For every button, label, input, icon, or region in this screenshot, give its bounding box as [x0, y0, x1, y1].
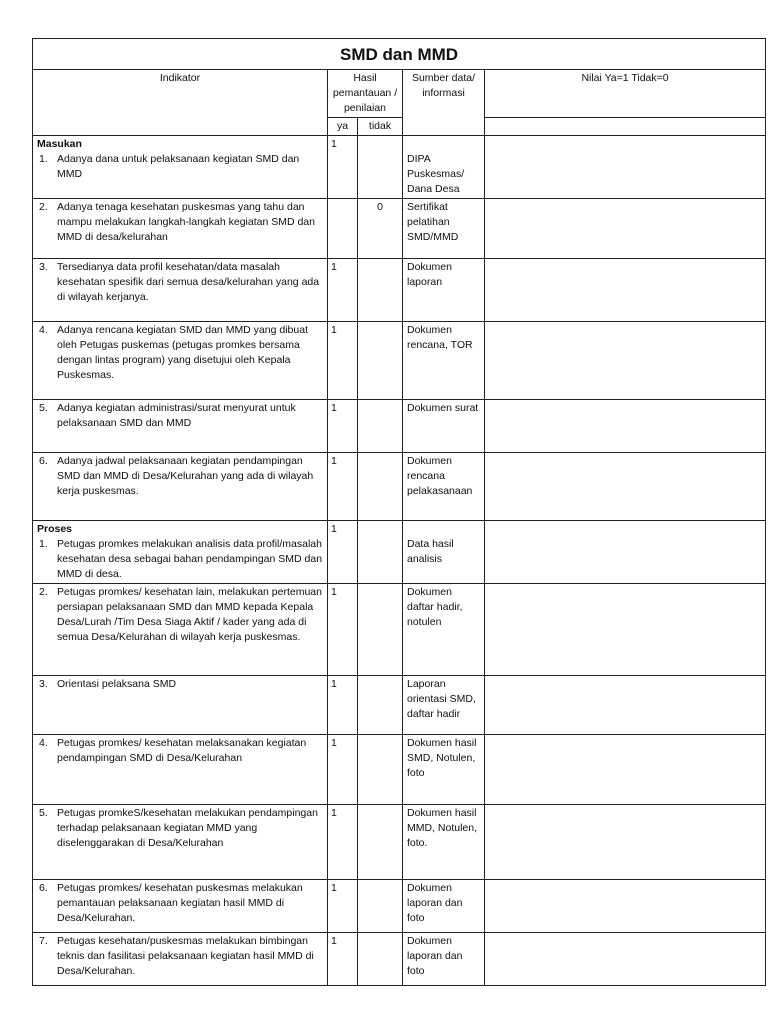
score-cell — [485, 880, 766, 933]
score-cell — [485, 676, 766, 735]
indicator-cell — [33, 805, 328, 880]
indicator-text: Tersedianya data profil kesehatan/data masalah kesehatan spesifik dari semua desa/kelurahan yang ada di wilayah kerjanya. — [57, 261, 320, 303]
indicator-text: Adanya jadwal pelaksanaan kegiatan pendampingan SMD dan MMD di Desa/Kelurahan yang ada di wilayah kerja puskesmas. — [57, 455, 314, 497]
source-text: Dokumen surat — [407, 402, 479, 414]
score-cell — [485, 259, 766, 322]
item-number: 5. — [39, 402, 48, 414]
source-text: Dokumen rencana pelakasanaan — [407, 455, 473, 497]
ya-cell: 1 — [328, 584, 358, 676]
indicator-text: Petugas promkes/ kesehatan puskesmas melakukan pemantauan pelaksanaan kegiatan hasil MMD di Desa/Kelurahan. — [57, 882, 303, 924]
table-row — [33, 805, 766, 880]
ya-cell: 1 — [328, 805, 358, 880]
tidak-cell — [358, 880, 403, 933]
indicator-text: Petugas promkeS/kesehatan melakukan pendampingan terhadap pelaksanaan kegiatan MMD yang diselenggarakan di Desa/Kelurahan — [57, 807, 318, 849]
indicator-cell — [33, 259, 328, 322]
source-text: Dokumen laporan dan foto — [407, 882, 463, 924]
source-cell — [403, 322, 485, 400]
ya-cell: 1 — [328, 400, 358, 453]
item-number: 6. — [39, 455, 48, 467]
ya-cell: 1 — [328, 453, 358, 521]
indicator-cell — [33, 199, 328, 259]
table-row — [33, 880, 766, 933]
score-cell — [485, 322, 766, 400]
table-row — [33, 400, 766, 453]
header-nilai-empty — [485, 118, 766, 136]
tidak-cell — [358, 400, 403, 453]
section-label: Proses — [37, 523, 73, 535]
assessment-table — [32, 38, 766, 986]
source-cell — [403, 676, 485, 735]
indicator-text: Adanya dana untuk pelaksanaan kegiatan SMD dan MMD — [57, 153, 300, 180]
source-text: Laporan orientasi SMD, daftar hadir — [407, 678, 476, 720]
table-row — [33, 322, 766, 400]
source-cell — [403, 259, 485, 322]
score-cell — [485, 735, 766, 805]
item-number: 3. — [39, 261, 48, 273]
ya-cell — [328, 199, 358, 259]
indicator-cell — [33, 676, 328, 735]
source-text: Dokumen rencana, TOR — [407, 324, 473, 351]
header-row — [33, 70, 766, 118]
indicator-text: Adanya kegiatan administrasi/surat menyurat untuk pelaksanaan SMD dan MMD — [57, 402, 296, 429]
item-number: 6. — [39, 882, 48, 894]
table-row — [33, 259, 766, 322]
indicator-text: Petugas promkes/ kesehatan melaksanakan kegiatan pendampingan SMD di Desa/Kelurahan — [57, 737, 307, 764]
page-title: SMD dan MMD — [33, 39, 766, 70]
tidak-cell — [358, 735, 403, 805]
table-row — [33, 453, 766, 521]
source-text: Data hasil analisis — [407, 538, 454, 565]
source-cell — [403, 584, 485, 676]
tidak-cell — [358, 453, 403, 521]
tidak-cell — [358, 805, 403, 880]
table-row — [33, 136, 766, 199]
indicator-cell — [33, 453, 328, 521]
indicator-cell — [33, 880, 328, 933]
score-cell — [485, 136, 766, 199]
ya-cell: 1 — [328, 880, 358, 933]
score-cell — [485, 521, 766, 584]
item-number: 1. — [39, 153, 48, 165]
item-number: 2. — [39, 201, 48, 213]
source-text: Dokumen hasil SMD, Notulen, foto — [407, 737, 477, 779]
ya-cell: 1 — [328, 735, 358, 805]
indicator-cell — [33, 584, 328, 676]
title-row — [33, 39, 766, 70]
indicator-text: Adanya tenaga kesehatan puskesmas yang tahu dan mampu melakukan langkah-langkah kegiatan SMD dan MMD di desa/kelurahan — [57, 201, 315, 243]
indicator-cell — [33, 322, 328, 400]
ya-cell: 1 — [328, 933, 358, 986]
tidak-cell — [358, 584, 403, 676]
tidak-cell — [358, 933, 403, 986]
score-cell — [485, 453, 766, 521]
tidak-cell: 0 — [358, 199, 403, 259]
ya-cell: 1 — [328, 136, 358, 199]
indicator-cell — [33, 400, 328, 453]
header-sumber: Sumber data/ informasi — [403, 70, 485, 136]
item-number: 1. — [39, 538, 48, 550]
table-row — [33, 521, 766, 584]
tidak-cell — [358, 136, 403, 199]
header-tidak: tidak — [358, 118, 403, 136]
ya-cell: 1 — [328, 322, 358, 400]
score-cell — [485, 933, 766, 986]
ya-cell: 1 — [328, 259, 358, 322]
source-cell — [403, 453, 485, 521]
tidak-cell — [358, 521, 403, 584]
item-number: 5. — [39, 807, 48, 819]
tidak-cell — [358, 259, 403, 322]
header-ya: ya — [328, 118, 358, 136]
item-number: 4. — [39, 324, 48, 336]
score-cell — [485, 584, 766, 676]
score-cell — [485, 805, 766, 880]
score-cell — [485, 400, 766, 453]
table-row — [33, 933, 766, 986]
table-row — [33, 735, 766, 805]
header-hasil: Hasil pemantauan / penilaian — [328, 70, 403, 118]
indicator-text: Petugas kesehatan/puskesmas melakukan bimbingan teknis dan fasilitasi pelaksanaan kegiatan hasil MMD di Desa/Kelurahan. — [57, 935, 314, 977]
source-cell — [403, 933, 485, 986]
source-text: Dokumen laporan — [407, 261, 452, 288]
score-cell — [485, 199, 766, 259]
source-cell — [403, 199, 485, 259]
indicator-cell — [33, 735, 328, 805]
table-row — [33, 584, 766, 676]
indicator-text: Petugas promkes melakukan analisis data profil/masalah kesehatan desa sebagai bahan pendampingan SMD dan MMD di desa. — [57, 538, 323, 580]
indicator-text: Petugas promkes/ kesehatan lain, melakukan pertemuan persiapan pelaksanaan SMD dan MMD kepada Kepala Desa/Lurah /Tim Desa Siaga Aktif / kader yang ada di semua Desa/Kelurahan di wilayah kerja puskesmas. — [57, 586, 322, 643]
item-number: 3. — [39, 678, 48, 690]
item-number: 7. — [39, 935, 48, 947]
indicator-text: Adanya rencana kegiatan SMD dan MMD yang dibuat oleh Petugas puskemas (petugas promkes bersama dengan lintas program) yang disetujui oleh Kepala Puskesmas. — [57, 324, 308, 381]
source-text: DIPA Puskesmas/ Dana Desa — [407, 153, 465, 195]
source-cell — [403, 521, 485, 584]
source-cell — [403, 136, 485, 199]
item-number: 2. — [39, 586, 48, 598]
header-indikator: Indikator — [33, 70, 328, 136]
indicator-cell — [33, 521, 328, 584]
header-nilai: Nilai Ya=1 Tidak=0 — [485, 70, 766, 118]
indicator-cell — [33, 136, 328, 199]
table-row — [33, 676, 766, 735]
tidak-cell — [358, 676, 403, 735]
ya-cell: 1 — [328, 521, 358, 584]
table-body — [33, 136, 766, 986]
tidak-cell — [358, 322, 403, 400]
indicator-text: Orientasi pelaksana SMD — [57, 678, 177, 690]
source-text: Dokumen hasil MMD, Notulen, foto. — [407, 807, 478, 849]
table-row — [33, 199, 766, 259]
item-number: 4. — [39, 737, 48, 749]
section-label: Masukan — [37, 138, 82, 150]
source-text: Sertifikat pelatihan SMD/MMD — [407, 201, 459, 243]
indicator-cell — [33, 933, 328, 986]
source-cell — [403, 400, 485, 453]
source-cell — [403, 735, 485, 805]
source-cell — [403, 805, 485, 880]
source-text: Dokumen laporan dan foto — [407, 935, 463, 977]
ya-cell: 1 — [328, 676, 358, 735]
source-cell — [403, 880, 485, 933]
source-text: Dokumen daftar hadir, notulen — [407, 586, 463, 628]
